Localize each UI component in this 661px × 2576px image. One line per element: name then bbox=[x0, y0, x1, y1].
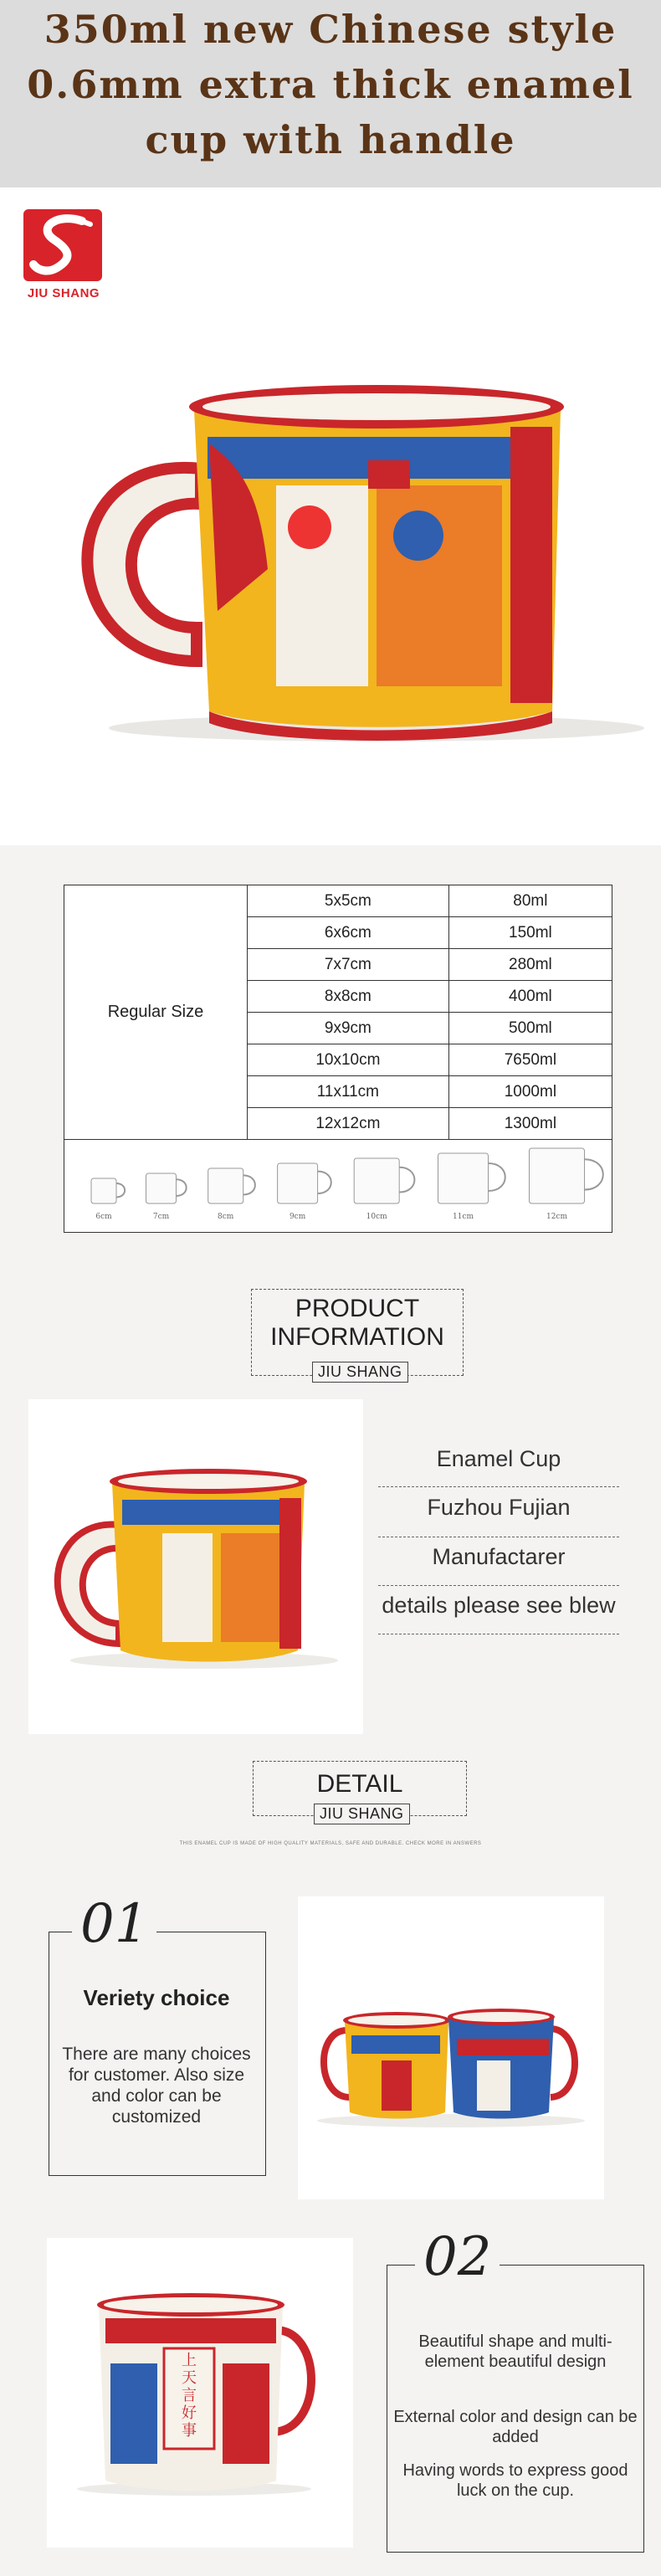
cup-size-icon bbox=[530, 1148, 603, 1221]
feature-02-line-2: External color and design can be added bbox=[393, 2408, 638, 2446]
size-cell: 11x11cm bbox=[248, 1076, 449, 1108]
volume-cell: 150ml bbox=[448, 917, 612, 949]
volume-cell: 400ml bbox=[448, 981, 612, 1013]
size-cell: 7x7cm bbox=[248, 949, 449, 981]
info-divider bbox=[378, 1486, 619, 1487]
cup-size-label: 11cm bbox=[452, 1213, 474, 1221]
cup-size-label: 12cm bbox=[546, 1213, 568, 1221]
info-item-location: Fuzhou Fujian bbox=[427, 1495, 571, 1520]
cup-size-label: 9cm bbox=[289, 1213, 306, 1221]
size-cell: 6x6cm bbox=[248, 917, 449, 949]
info-item-product: Enamel Cup bbox=[436, 1446, 561, 1471]
size-cell: 10x10cm bbox=[248, 1044, 449, 1076]
cup-size-label: 10cm bbox=[366, 1213, 387, 1221]
size-cell: 9x9cm bbox=[248, 1013, 449, 1044]
volume-cell: 280ml bbox=[448, 949, 612, 981]
feature-01-number: 01 bbox=[72, 1893, 156, 1955]
size-cell: 5x5cm bbox=[248, 885, 449, 917]
volume-cell: 7650ml bbox=[448, 1044, 612, 1076]
cup-size-icon bbox=[91, 1178, 125, 1221]
size-label: Regular Size bbox=[64, 885, 248, 1140]
cup-size-icon bbox=[278, 1163, 331, 1221]
product-info-heading bbox=[251, 1289, 464, 1380]
feature-02-photo bbox=[47, 2238, 353, 2548]
title-line-3: cup with handle bbox=[145, 117, 516, 162]
title-line-2: 0.6mm extra thick enamel bbox=[27, 62, 634, 107]
product-info-heading-line-2: INFORMATION bbox=[270, 1323, 444, 1351]
good-luck-mug-icon bbox=[47, 2238, 353, 2548]
product-info-tag: JIU SHANG bbox=[312, 1362, 408, 1383]
info-item-details: details please see blew bbox=[382, 1593, 616, 1618]
info-divider bbox=[378, 1585, 619, 1586]
table-row bbox=[64, 1140, 612, 1233]
title-banner bbox=[0, 0, 661, 187]
cup-size-illustration bbox=[66, 1140, 610, 1227]
size-cell: 12x12cm bbox=[248, 1108, 449, 1140]
detail-heading bbox=[253, 1761, 467, 1822]
feature-01-photo bbox=[298, 1896, 604, 2199]
cup-size-icon bbox=[438, 1153, 505, 1221]
volume-cell: 1300ml bbox=[448, 1108, 612, 1140]
feature-02-line-3: Having words to express good luck on the cup. bbox=[402, 2461, 628, 2500]
volume-cell: 80ml bbox=[448, 885, 612, 917]
brand-logo bbox=[22, 209, 105, 301]
volume-cell: 1000ml bbox=[448, 1076, 612, 1108]
feature-01-text: There are many choices for customer. Also size and color can be customized bbox=[62, 2045, 251, 2127]
cup-size-icon bbox=[208, 1168, 255, 1221]
brand-name: JIU SHANG bbox=[27, 286, 100, 300]
size-illustration-cell bbox=[64, 1140, 612, 1233]
cup-size-label: 8cm bbox=[218, 1213, 234, 1221]
cup-size-label: 7cm bbox=[152, 1213, 170, 1221]
cup-size-icon bbox=[146, 1173, 187, 1221]
feature-01-title: Veriety choice bbox=[83, 1985, 230, 2010]
size-table bbox=[64, 885, 612, 1233]
detail-heading-text: DETAIL bbox=[316, 1770, 403, 1798]
hero-mug-image bbox=[17, 360, 653, 795]
table-row bbox=[64, 885, 612, 917]
info-item-type: Manufactarer bbox=[432, 1544, 566, 1569]
cup-text: 上天言好事 bbox=[182, 2352, 197, 2440]
mug-photo-icon bbox=[28, 1399, 363, 1734]
volume-cell: 500ml bbox=[448, 1013, 612, 1044]
detail-subtitle: THIS ENAMEL CUP IS MADE OF HIGH QUALITY MATERIALS, SAFE AND DURABLE. CHECK MORE IN ANSWERS bbox=[179, 1841, 482, 1846]
two-mugs-icon bbox=[298, 1896, 604, 2199]
size-cell: 8x8cm bbox=[248, 981, 449, 1013]
feature-02-number: 02 bbox=[415, 2226, 500, 2288]
title-line-1: 350ml new Chinese style bbox=[44, 7, 617, 52]
detail-tag: JIU SHANG bbox=[314, 1804, 410, 1824]
cup-size-label: 6cm bbox=[95, 1213, 112, 1221]
cup-size-icon bbox=[354, 1158, 414, 1221]
feature-02-line-1: Beautiful shape and multi-element beautiful design bbox=[418, 2332, 612, 2371]
product-info-heading-line-1: PRODUCT bbox=[295, 1295, 420, 1322]
product-photo bbox=[28, 1399, 363, 1734]
logo-icon bbox=[23, 209, 102, 281]
